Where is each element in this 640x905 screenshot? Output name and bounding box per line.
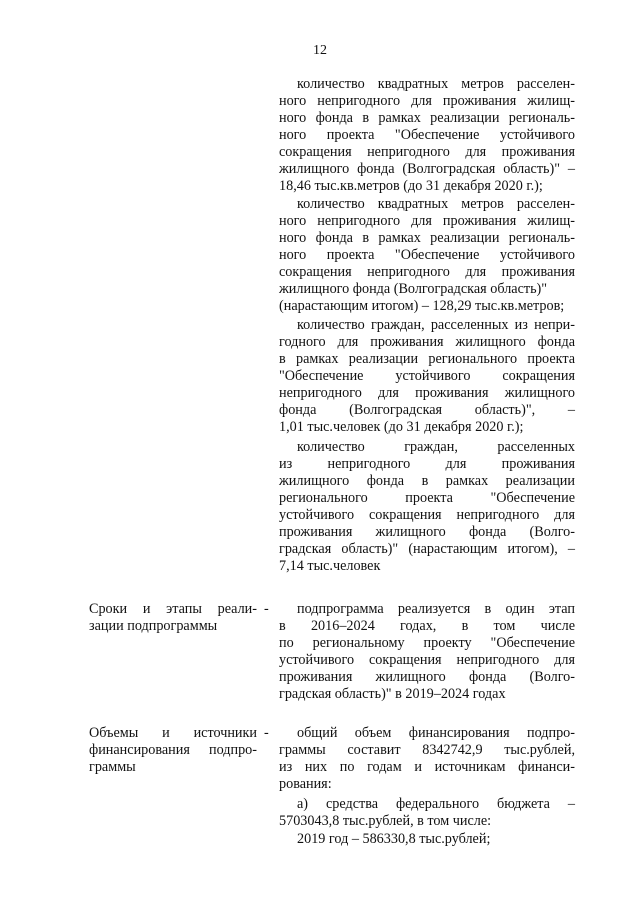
page-number: 12: [313, 43, 327, 58]
funding-label: Объемы и источники: [89, 725, 257, 741]
text-line: в рамках реализации регионального проекта: [279, 351, 575, 367]
text-line: количество квадратных метров расселен-: [297, 196, 575, 212]
text-line: ного непригодного для проживания жилищ-: [279, 93, 575, 109]
text-line: количество граждан, расселенных из непри-: [297, 317, 575, 333]
terms-label: Сроки и этапы реали-: [89, 601, 257, 617]
terms-dash: -: [264, 601, 269, 617]
terms-label: зации подпрограммы: [89, 618, 218, 634]
funding-value: из них по годам и источникам финанси-: [279, 759, 575, 775]
text-line: ного проекта "Обеспечение устойчивого: [279, 127, 575, 143]
funding-value: рования:: [279, 776, 332, 792]
text-line: регионального проекта "Обеспечение: [279, 490, 575, 506]
text-line: ного фонда в рамках реализации региональ-: [279, 110, 575, 126]
text-line: сокращения непригодного для проживания: [279, 144, 575, 160]
terms-value: проживания жилищного фонда (Волго-: [279, 669, 575, 685]
funding-value: а) средства федерального бюджета –: [297, 796, 575, 812]
funding-value: 5703043,8 тыс.рублей, в том числе:: [279, 813, 492, 829]
funding-label: граммы: [89, 759, 136, 775]
text-line: "Обеспечение устойчивого сокращения: [279, 368, 575, 384]
text-line: сокращения непригодного для проживания: [279, 264, 575, 280]
text-line: годного для проживания жилищного фонда: [279, 334, 575, 350]
terms-value: подпрограмма реализуется в один этап: [297, 601, 575, 617]
text-line: жилищного фонда в рамках реализации: [279, 473, 575, 489]
terms-value: по региональному проекту "Обеспечение: [279, 635, 575, 651]
text-line: непригодного для проживания жилищного: [279, 385, 575, 401]
text-line: градская область)" (нарастающим итогом), –: [279, 541, 575, 557]
funding-label: финансирования подпро-: [89, 742, 257, 758]
funding-value: общий объем финансирования подпро-: [297, 725, 575, 741]
text-line: фонда (Волгоградская область)", –: [279, 402, 575, 418]
funding-value: граммы составит 8342742,9 тыс.рублей,: [279, 742, 575, 758]
text-line: из непригодного для проживания: [279, 456, 575, 472]
text-line: количество квадратных метров расселен-: [297, 76, 575, 92]
text-line: проживания жилищного фонда (Волго-: [279, 524, 575, 540]
funding-value: 2019 год – 586330,8 тыс.рублей;: [297, 831, 491, 847]
text-line: (нарастающим итогом) – 128,29 тыс.кв.метров;: [279, 298, 565, 314]
terms-value: градская область)" в 2019–2024 годах: [279, 686, 506, 702]
text-line: ного непригодного для проживания жилищ-: [279, 213, 575, 229]
text-line: ного проекта "Обеспечение устойчивого: [279, 247, 575, 263]
text-line: жилищного фонда (Волгоградская область)" –: [279, 161, 575, 177]
text-line: устойчивого сокращения непригодного для: [279, 507, 575, 523]
text-line: ного фонда в рамках реализации региональ-: [279, 230, 575, 246]
terms-value: устойчивого сокращения непригодного для: [279, 652, 575, 668]
text-line: количество граждан, расселенных: [297, 439, 575, 455]
text-line: 7,14 тыс.человек: [279, 558, 381, 574]
terms-value: в 2016–2024 годах, в том числе: [279, 618, 575, 634]
text-line: 1,01 тыс.человек (до 31 декабря 2020 г.);: [279, 419, 524, 435]
text-line: 18,46 тыс.кв.метров (до 31 декабря 2020 г.);: [279, 178, 543, 194]
funding-dash: -: [264, 725, 269, 741]
text-line: жилищного фонда (Волгоградская область)": [279, 281, 548, 297]
